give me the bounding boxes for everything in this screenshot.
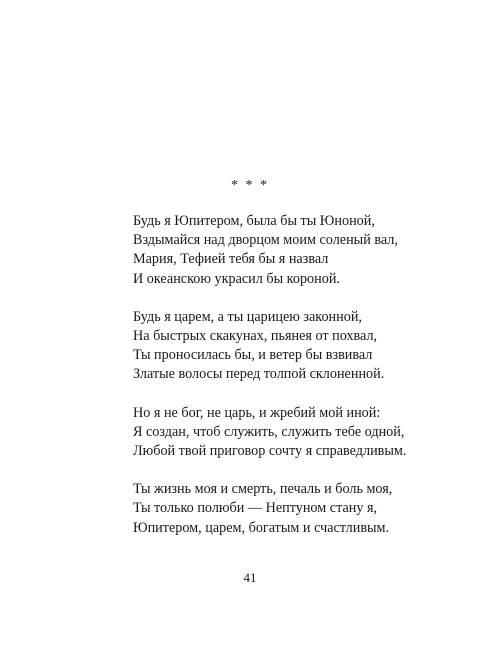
poem-line: На быстрых скакунах, пьянея от похвал, [133, 328, 378, 345]
poem-line: Будь я Юпитером, была бы ты Юноной, [133, 213, 375, 229]
poem-line: Златые волосы перед толпой склоненной. [133, 366, 385, 383]
poem-line: Ты жизнь моя и смерть, печаль и боль моя, [133, 481, 393, 498]
poem-line: Я создан, чтоб служить, служить тебе одной, [133, 423, 405, 440]
stanza-4 [133, 480, 473, 538]
stanza-1 [133, 212, 473, 289]
poem-line: Но я не бог, не царь, и жребий мой иной: [133, 404, 381, 421]
poem [133, 212, 473, 557]
poem-line: Будь я царем, а ты царицею законной, [133, 308, 362, 325]
poem-line: Мария, Тефией тебя бы я назвал [133, 251, 329, 268]
stanza-2 [133, 308, 473, 385]
poem-line: И океанскою украсил бы короной. [133, 270, 340, 287]
poem-line: Ты проносилась бы, и ветер бы взвивал [133, 347, 373, 364]
poem-line: Юпитером, царем, богатым и счастливым. [133, 519, 390, 536]
section-separator: * * * [231, 178, 269, 193]
page-number: 41 [243, 570, 257, 585]
stanza-3 [133, 404, 473, 462]
poem-line: Вздымайся над дворцом моим соленый вал, [133, 232, 398, 249]
poem-line: Ты только полюби — Нептуном стану я, [133, 500, 378, 517]
poem-line: Любой твой приговор сочту я справедливым. [133, 443, 407, 460]
